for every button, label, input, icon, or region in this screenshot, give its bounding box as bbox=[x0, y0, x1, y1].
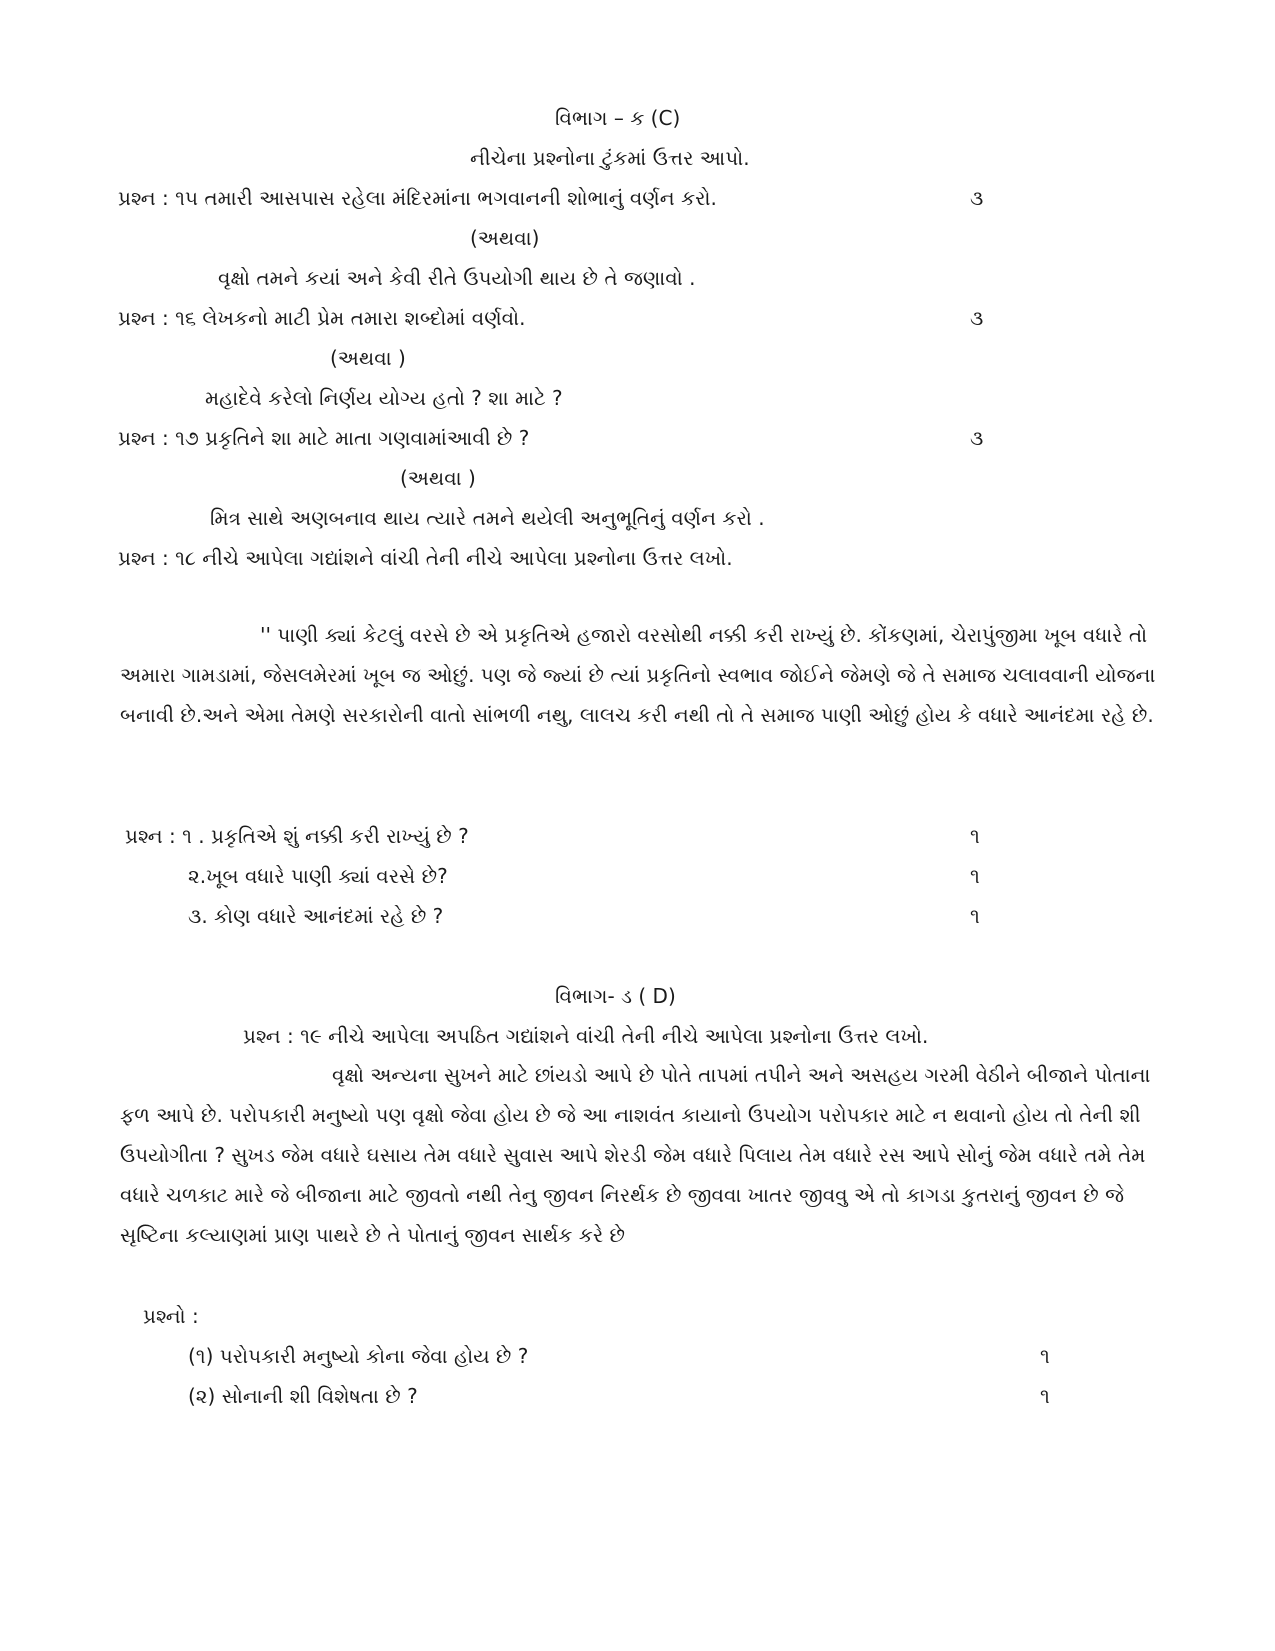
sub-question-2-marks: ૧ bbox=[970, 864, 980, 888]
question-17: પ્રશ્ન : ૧૭ પ્રકૃતિને શા માટે માતા ગણવામાંઆવી છે ? bbox=[118, 426, 530, 450]
question-16-marks: ૩ bbox=[970, 306, 984, 330]
sub-question-1-marks: ૧ bbox=[1040, 1344, 1050, 1368]
sub-question-1: પ્રશ્ન : ૧ . પ્રકૃતિએ શું નક્કી કરી રાખ્યું છે ? bbox=[125, 824, 469, 848]
question-19: પ્રશ્ન : ૧૯ નીચે આપેલા અપઠિત ગદ્યાંશને વાંચી તેની નીચે આપેલા પ્રશ્નોના ઉત્તર લખો. bbox=[243, 1024, 929, 1048]
sub-question-2: ૨.ખૂબ વધારે પાણી ક્યાં વરસે છે? bbox=[188, 864, 448, 888]
sub-question-1-marks: ૧ bbox=[970, 824, 980, 848]
question-15: પ્રશ્ન : ૧૫ તમારી આસપાસ રહેલા મંદિરમાંના ભગવાનની શોભાનું વર્ણન કરો. bbox=[118, 186, 717, 210]
or-label: (અથવા ) bbox=[330, 346, 406, 370]
question-16: પ્રશ્ન : ૧૬ લેખકનો માટી પ્રેમ તમારા શબ્દોમાં વર્ણવો. bbox=[118, 306, 526, 330]
question-16-alternative: મહાદેવે કરેલો નિર્ણય યોગ્ય હતો ? શા માટે ? bbox=[205, 386, 563, 410]
sub-question-3: ૩. કોણ વધારે આનંદમાં રહે છે ? bbox=[188, 904, 444, 928]
question-15-alternative: વૃક્ષો તમને કયાં અને કેવી રીતે ઉપયોગી થાય છે તે જણાવો . bbox=[218, 266, 696, 290]
passage-2: વૃક્ષો અન્યના સુખને માટે છાંયડો આપે છે પોતે તાપમાં તપીને અને અસહય ગરમી વેઠીને બીજાને પોતાના ફળ આપે છે. પરોપકારી મનુષ્યો પણ વૃક્ષો જેવા હોય છે જે આ નાશવંત કાયાનો ઉપયોગ પરોપકાર માટે ન થવાનો હોય તો તેની શી ઉપયોગીતા ? સુખડ જેમ વધારે ઘસાય તેમ વધારે સુવાસ આપે શેરડી જેમ વધારે પિલાય તેમ વધારે રસ આપે સોનું જેમ વધારે તમે તેમ વધારે ચળકાટ મારે જે બીજાના માટે જીવતો નથી તેનુ જીવન નિરર્થક છે જીવવા ખાતર જીવવુ એ તો કાગડા કુતરાનું જીવન છે જે સૃષ્ટિના કલ્યાણમાં પ્રાણ પાથરે છે તે પોતાનું જીવન સાર્થક કરે છે bbox=[120, 1063, 1151, 1247]
question-15-marks: ૩ bbox=[970, 186, 984, 210]
or-label: (અથવા) bbox=[470, 226, 540, 250]
sub-question-3-marks: ૧ bbox=[970, 904, 980, 928]
question-17-alternative: મિત્ર સાથે અણબનાવ થાય ત્યારે તમને થયેલી અનુભૂતિનું વર્ણન કરો . bbox=[210, 506, 765, 530]
sub-question-2-marks: ૧ bbox=[1040, 1384, 1050, 1408]
section-d-heading: વિભાગ- ડ ( D) bbox=[555, 984, 676, 1008]
question-18: પ્રશ્ન : ૧૮ નીચે આપેલા ગદ્યાંશને વાંચી તેની નીચે આપેલા પ્રશ્નોના ઉત્તર લખો. bbox=[118, 546, 733, 570]
or-label: (અથવા ) bbox=[400, 466, 476, 490]
passage-1: '' પાણી ક્યાં કેટલું વરસે છે એ પ્રકૃતિએ હજારો વરસોથી નક્કી કરી રાખ્યું છે. કોંકણમાં, ચેરાપુંજીમા ખૂબ વધારે તો અમારા ગામડામાં, જેસલમેરમાં ખૂબ જ ઓછું. પણ જે જ્યાં છે ત્યાં પ્રકૃતિનો સ્વભાવ જોઈને જેમણે જે તે સમાજ ચલાવવાની યોજના બનાવી છે.અને એમા તેમણે સરકારોની વાતો સાંભળી નથુ, લાલચ કરી નથી તો તે સમાજ પાણી ઓછું હોય કે વધારે આનંદમા રહે છે. bbox=[120, 623, 1156, 727]
sub-question-1: (૧) પરોપકારી મનુષ્યો કોના જેવા હોય છે ? bbox=[188, 1344, 529, 1368]
sub-question-2: (૨) સોનાની શી વિશેષતા છે ? bbox=[188, 1384, 418, 1408]
section-c-instruction: નીચેના પ્રશ્નોના ટુંકમાં ઉત્તર આપો. bbox=[470, 146, 750, 170]
questions-label: પ્રશ્નો : bbox=[143, 1304, 199, 1328]
question-17-marks: ૩ bbox=[970, 426, 984, 450]
section-c-heading: વિભાગ – ક (C) bbox=[555, 106, 681, 130]
